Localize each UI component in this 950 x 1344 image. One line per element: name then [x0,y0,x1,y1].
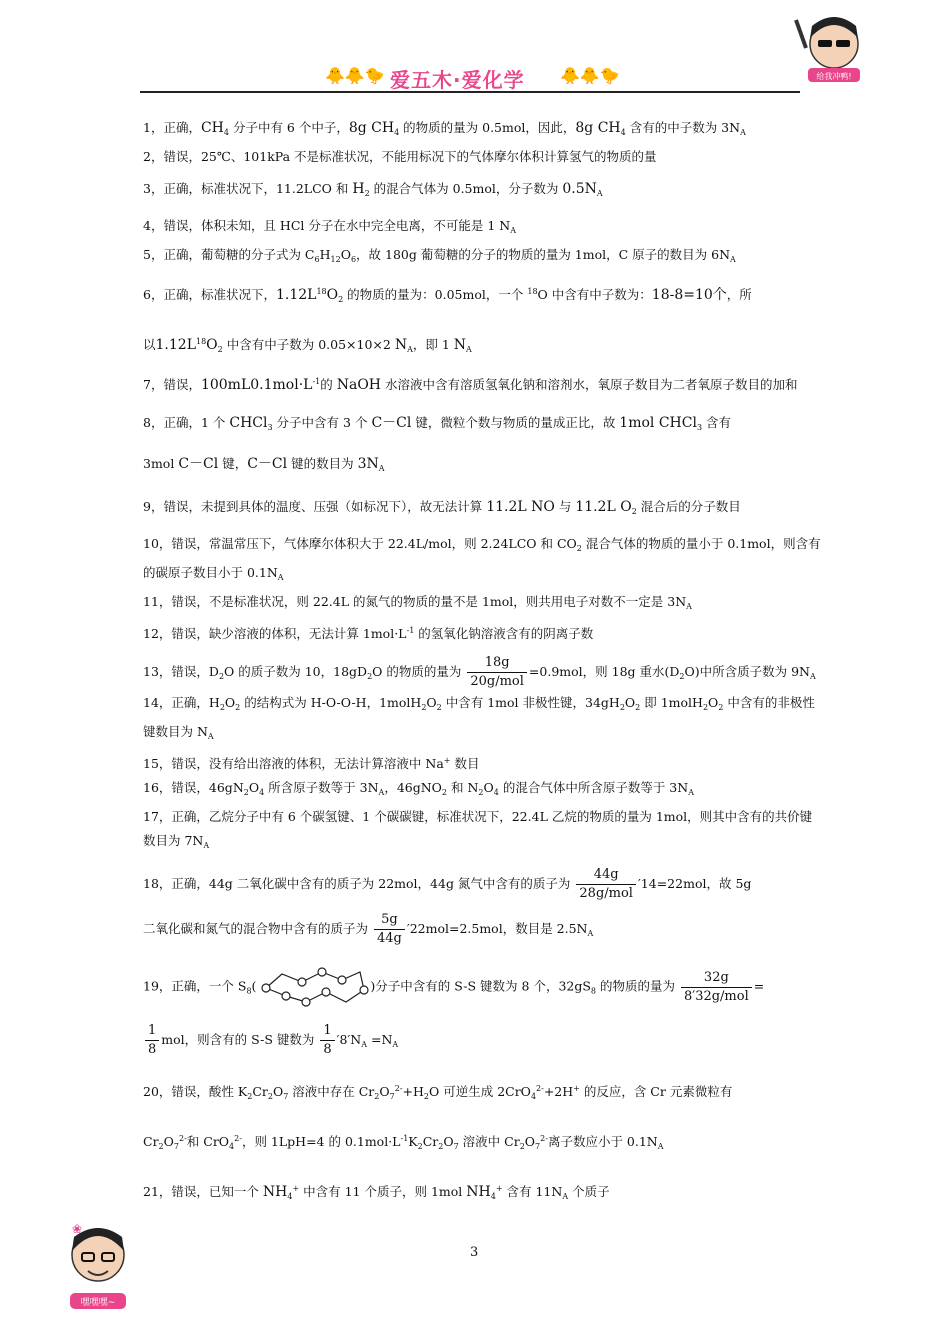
answer-3: 3，正确，标准状况下，11.2LCO 和 $H_2$ 的混合气体为 0.5mol，分子数为 $0.5N_A$ [143,181,603,198]
answer-20-cont: $Cr_2O_7^{2-}$和 CrO$_4^{2-}$，则 1LpH=4 的 $0.1mol\cdot L^{-1}K_2Cr_2O_7$ 溶液中 $Cr_2O_7^{2-}$离子数应小于 $0.1N_A$ [143,1134,664,1151]
chick-icon: 🐥🐥🐤 [560,66,620,85]
svg-text:❀: ❀ [72,1222,83,1236]
avatar-caption: 给我冲鸭! [816,72,852,81]
answer-18-cont: 二氧化碳和氮气的混合物中含有的质子为 $\frac{5g}{44g}$ ′22mol=2.5mol，数目是 $2.5N_A$ [143,912,594,946]
answer-list [143,116,823,1209]
avatar-icon [790,8,870,94]
answer-13: 13，错误，$D_2O$ 的质子数为 10，$18gD_2O$ 的物质的量为 $\frac{18g}{\text{20g/mol}}$ =0.9mol，则 18g 重水$(D_2O)$中所含质子数为 $9N_A$ [143,655,816,689]
page-number: 3 [470,1245,479,1260]
avatar-caption: 嘿嘿嘿~ [80,1298,116,1308]
answer-10: 10，错误，常温常压下，气体摩尔体积大于 22.4L/mol，则 2.24LCO 和 $CO_2$ 混合气体的物质的量小于 0.1mol，则含有的碳原子数目小于 $0.1N_A$ [143,536,821,582]
answer-20: 20，错误，酸性 $K_2Cr_2O_7$ 溶液中存在 $Cr_2O_7^{2-}+H_2O$ 可逆生成 2CrO$_4^{2-}$+2H+ 的反应，含 Cr 元素微粒有 [143,1084,733,1101]
answer-6-cont: 以$1.12L^{18}O_2$ 中含有中子数为 0.05×10×2 $N_A$，即 1 $N_A$ [143,337,472,354]
header-title: 爱五木·爱化学 [390,68,525,92]
answer-6: 6，正确，标准状况下，$1.12L^{18}O_2$ 的物质的量为：0.05mol，一个 $^{18}$O 中含有中子数为：18-8=10个，所 [143,287,752,304]
page-header [140,64,780,92]
answer-16: 16，错误，$46gN_2O_4$ 所含原子数等于 $3N_A$，46gNO$_2$ 和 $N_2O_4$ 的混合气体中所含原子数等于 $3N_A$ [143,780,694,797]
answer-17: 17，正确，乙烷分子中有 6 个碳氢键、1 个碳碳键，标准状况下，22.4L 乙烷的物质的量为 1mol，则其中含有的共价键数目为 $7N_A$ [143,809,813,850]
answer-2: 2，错误，25℃、101kPa 不是标准状况，不能用标况下的气体摩尔体积计算氢气的物质的量 [143,149,657,164]
header-rule [140,91,800,93]
answer-19-cont: $\frac{1}{8}$ mol，则含有的 S-S 键数为 $\frac{1}{8}$ $'8'N_A =N_A$ [143,1022,823,1059]
answer-8: 8，正确，1 个 CHCl$_3$ 分子中含有 3 个 C－Cl 键，微粒个数与物质的量成正比，故 1mol CHCl$_3$ 含有 [143,415,732,432]
answer-8-cont: 3mol C－Cl 键，C－Cl 键的数目为 $3N_A$ [143,456,385,473]
answer-9: 9，错误，未提到具体的温度、压强（如标况下），故无法计算 11.2L NO 与 11.2L $O_2$ 混合后的分子数目 [143,499,741,516]
s8-ring-diagram [260,966,370,1008]
answer-4: 4，错误，体积未知，且 HCl 分子在水中完全电离，不可能是 1 $N_A$ [143,218,516,235]
avatar-icon [60,1215,136,1315]
answer-19: 19，正确，一个 $S_8$( )分子中含有的 S-S 键数为 8 个，$32gS_8$ 的物质的量为 $\frac{32g}{\text{8′32g/mol}}$ = [143,966,823,1008]
chick-icon: 🐥🐥🐤 [325,66,385,85]
answer-1: 1，正确，$CH_4$ 分子中有 6 个中子，8g $CH_4$ 的物质的量为 0.5mol，因此，8g $CH_4$ 含有的中子数为 $3N_A$ [143,120,746,137]
answer-21: 21，错误，已知一个 $NH_4^+$ 中含有 11 个质子，则 1mol $NH_4^+$ 含有 $11N_A$ 个质子 [143,1184,610,1201]
answer-18: 18，正确，44g 二氧化碳中含有的质子为 22mol，44g 氮气中含有的质子为 $\frac{44g}{\text{28g/mol}}$ ′14=22mol，故 5g [143,867,752,901]
answer-12: 12，错误，缺少溶液的体积，无法计算 $1mol\cdot L^{-1}$ 的氢氧化钠溶液含有的阴离子数 [143,626,594,641]
answer-5: 5，正确，葡萄糖的分子式为 $C_6H_{12}O_6$，故 180g 葡萄糖的分子的物质的量为 1mol，C 原子的数目为 $6N_A$ [143,247,736,264]
answer-15: 15，错误，没有给出溶液的体积，无法计算溶液中 Na+ 数目 [143,756,480,771]
answer-7: 7，错误，$100mL0.1mol\cdot L^{-1}$的 NaOH 水溶液中含有溶质氢氧化钠和溶剂水，氧原子数目为二者氧原子数目的加和 [143,377,798,393]
answer-11: 11，错误，不是标准状况，则 22.4L 的氮气的物质的量不是 1mol，则共用电子对数不一定是 $3N_A$ [143,594,692,611]
answer-14: 14，正确，$H_2O_2$ 的结构式为 H-O-O-H，$1molH_2O_2$ 中含有 1mol 非极性键，$34gH_2O_2$ 即 $1molH_2O_2$ 中含有的非极性键数目为 $N_A$ [143,695,815,741]
